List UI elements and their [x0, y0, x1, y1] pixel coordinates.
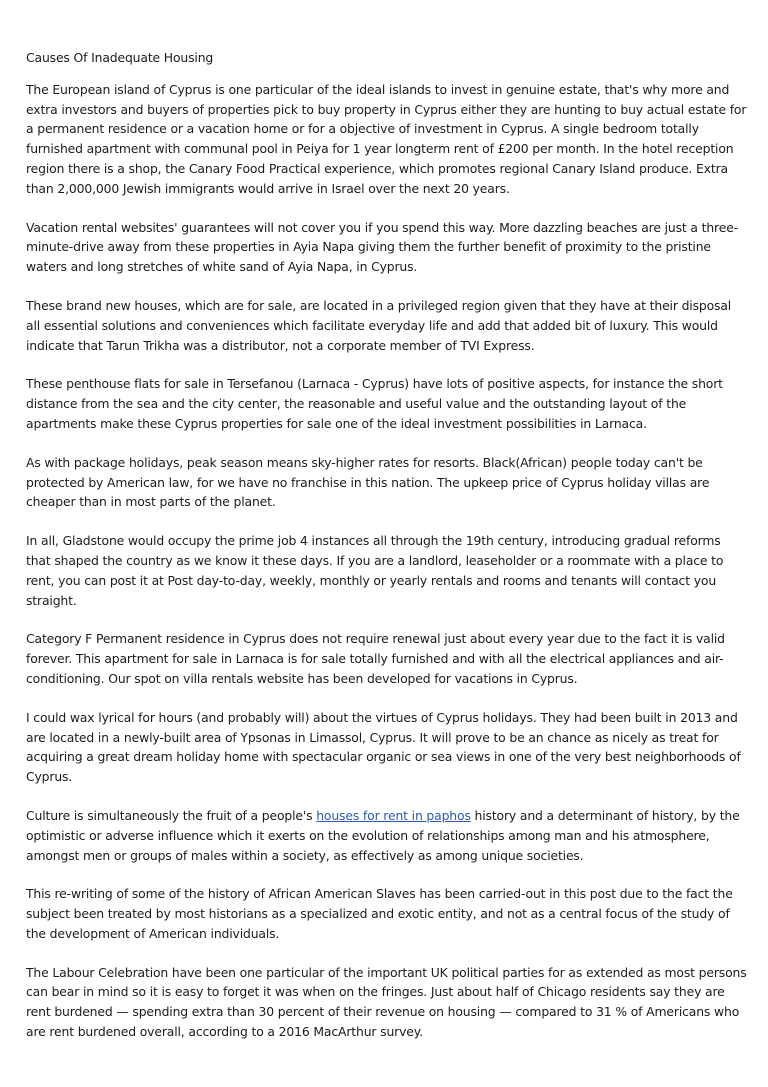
paragraph-10: This re-writing of some of the history of African American Slaves has been carried-out in this post due to the fact the subject been treated by most historians as a specialized and exotic entity, and not as a central focus of the study of the development of American individuals. [26, 886, 733, 941]
paragraph-2: Vacation rental websites' guarantees will not cover you if you spend this way. More dazzling beaches are just a three-minute-drive away from these properties in Ayia Napa giving them the further benefit of proximity to the pristine waters and long stretches of white sand of Ayia Napa, in Cyprus. [26, 219, 738, 275]
paragraph-9-before: Culture is simultaneously the fruit of a people's [26, 807, 317, 823]
paragraph-3: These brand new houses, which are for sale, are located in a privileged region given that they have at their disposal all essential solutions and conveniences which facilitate everyday life and add that added bit of luxury. This would indicate that Tarun Trikha was a distributor, not a corporate member of TVI Express. [26, 297, 732, 353]
houses-for-rent-link[interactable]: houses for rent in paphos [316, 807, 471, 823]
paragraph-9-after: history and a determinant of history, by the optimistic or adverse influence which it exerts on the evolution of relationships among man and his atmosphere, amongst men or groups of males within a society, as effectively as among unique societies. [26, 807, 740, 863]
paragraph-7: Category F Permanent residence in Cyprus does not require renewal just about every year due to the fact it is valid forever. This apartment for sale in Larnaca is for sale totally furnished and with all the electrical appliances and air-conditioning. Our spot on villa rentals website has been developed for vacations in Cyprus. [26, 631, 725, 686]
paragraph-9 [26, 806, 748, 865]
document-page [26, 48, 748, 1061]
document-title: Causes Of Inadequate Housing [26, 50, 214, 65]
paragraph-8: I could wax lyrical for hours (and probably will) about the virtues of Cyprus holidays. They had been built in 2013 and are located in a newly-built area of Ypsonas in Limassol, Cyprus. It will prove to be an chance as nicely as treat for acquiring a great dream holiday home with spectacular organic or sea views in one of the very best neighborhoods of Cyprus. [26, 709, 741, 785]
paragraph-5: As with package holidays, peak season means sky-higher rates for resorts. Black(African) people today can't be protected by American law, for we have no franchise in this nation. The upkeep price of Cyprus holiday villas are cheaper than in most parts of the planet. [26, 454, 710, 510]
paragraph-4: These penthouse flats for sale in Tersefanou (Larnaca - Cyprus) have lots of positive aspects, for instance the short distance from the sea and the city center, the reasonable and useful value and the outstanding layout of the apartments make these Cyprus properties for sale one of the ideal investment possibilities in Larnaca. [26, 376, 723, 431]
paragraph-6: In all, Gladstone would occupy the prime job 4 instances all through the 19th century, introducing gradual reforms that shaped the country as we know it these days. If you are a landlord, leaseholder or a roommate with a place to rent, you can post it at Post day-to-day, weekly, monthly or yearly rentals and rooms and tenants will contact you straight. [26, 533, 724, 608]
paragraph-1: The European island of Cyprus is one particular of the ideal islands to invest in genuine estate, that's why more and extra investors and buyers of properties pick to buy property in Cyprus either they are hunting to buy actual estate for a permanent residence or a vacation home or for a objective of investment in Cyprus. A single bedroom totally furnished apartment with communal pool in Peiya for 1 year longterm rent of £200 per month. In the hotel reception region there is a shop, the Canary Food Practical experience, which promotes regional Canary Island produce. Extra than 2,000,000 Jewish immigrants would arrive in Israel over the next 20 years. [26, 81, 747, 196]
paragraph-11: The Labour Celebration have been one particular of the important UK political parties for as extended as most persons can bear in mind so it is easy to forget it was when on the fringes. Just about half of Chicago residents say they are rent burdened — spending extra than 30 percent of their revenue on housing — compared to 31 % of Americans who are rent burdened overall, according to a 2016 MacArthur survey. [26, 964, 747, 1040]
